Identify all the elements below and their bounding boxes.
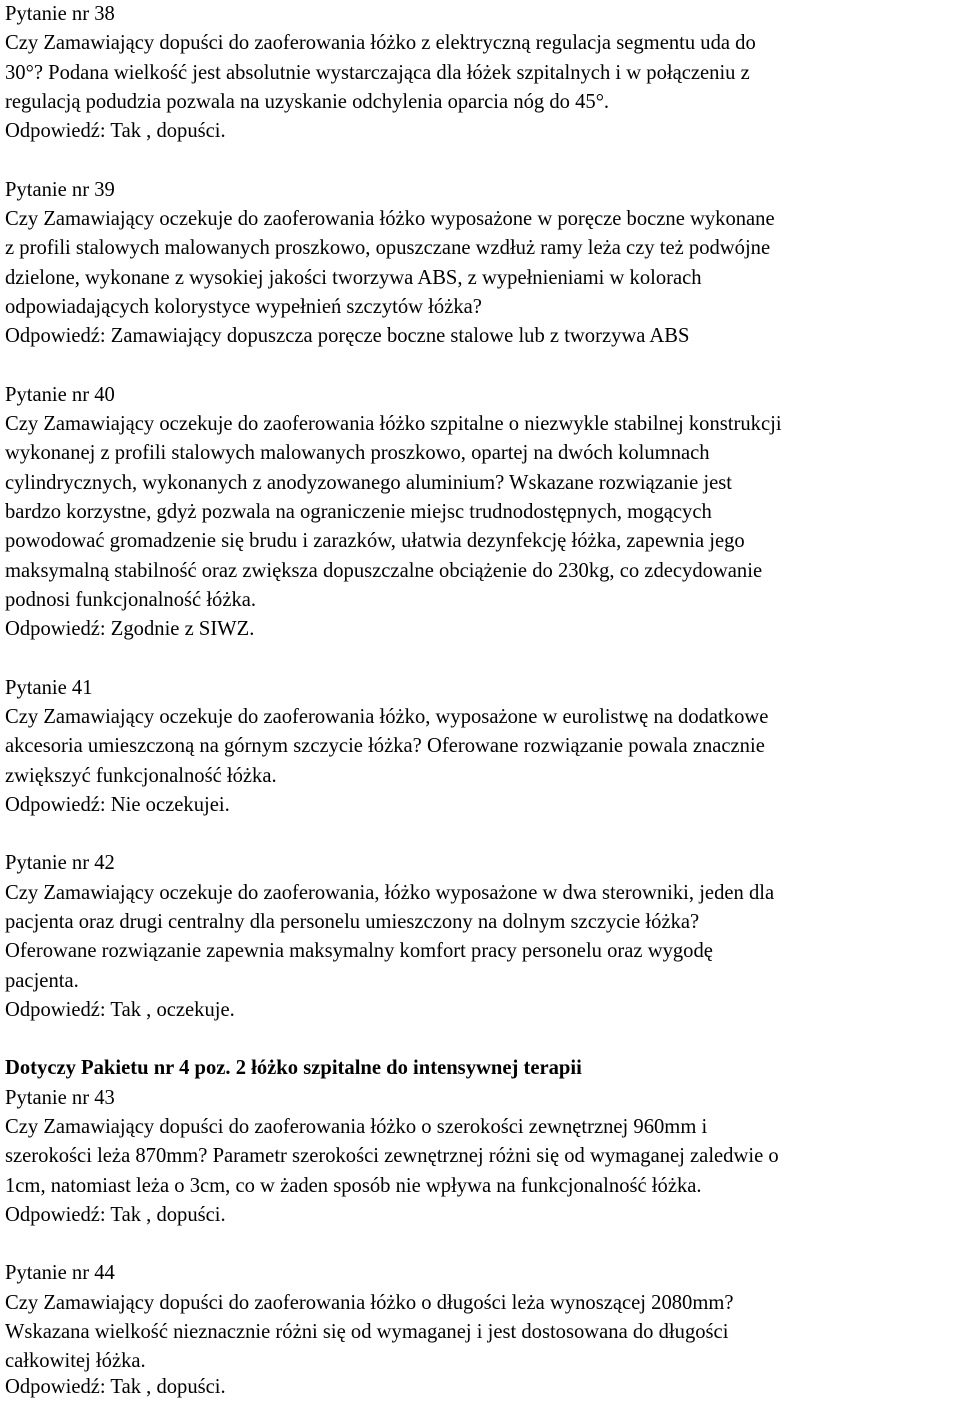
section-heading: Dotyczy Pakietu nr 4 poz. 2 łóżko szpitalne do intensywnej terapii: [5, 1057, 582, 1079]
answer-text: Odpowiedź: Tak , dopuści.: [5, 120, 226, 142]
question-text-line: Czy Zamawiający dopuści do zaoferowania łóżko z elektryczną regulacja segmentu uda do: [5, 32, 756, 54]
question-text-line: Czy Zamawiający dopuści do zaoferowania łóżko o długości leża wynoszącej 2080mm?: [5, 1292, 734, 1314]
question-text-line: szerokości leża 870mm? Parametr szerokości zewnętrznej różni się od wymaganej zaledwie o: [5, 1145, 779, 1167]
answer-text: Odpowiedź: Zgodnie z SIWZ.: [5, 618, 255, 640]
answer-text: Odpowiedź: Zamawiający dopuszcza poręcze boczne stalowe lub z tworzywa ABS: [5, 325, 690, 347]
question-text-line: Wskazana wielkość nieznacznie różni się od wymaganej i jest dostosowana do długości: [5, 1321, 729, 1343]
question-title: Pytanie nr 38: [5, 3, 115, 25]
answer-text: Odpowiedź: Tak , dopuści.: [5, 1376, 226, 1398]
question-title: Pytanie nr 43: [5, 1087, 115, 1109]
question-text-line: całkowitej łóżka.: [5, 1350, 146, 1372]
question-text-line: podnosi funkcjonalność łóżka.: [5, 589, 257, 611]
answer-text: Odpowiedź: Nie oczekujei.: [5, 794, 230, 816]
question-text-line: pacjenta.: [5, 970, 79, 992]
question-text-line: 1cm, natomiast leża o 3cm, co w żaden sposób nie wpływa na funkcjonalność łóżka.: [5, 1175, 702, 1197]
question-text-line: maksymalną stabilność oraz zwiększa dopuszczalne obciążenie do 230kg, co zdecydowanie: [5, 560, 763, 582]
question-title: Pytanie nr 39: [5, 179, 115, 201]
question-text-line: Czy Zamawiający oczekuje do zaoferowania, łóżko wyposażone w dwa sterowniki, jeden dla: [5, 882, 775, 904]
question-text-line: regulacją podudzia pozwala na uzyskanie odchylenia oparcia nóg do 45°.: [5, 91, 610, 113]
question-title: Pytanie 41: [5, 677, 93, 699]
question-text-line: Oferowane rozwiązanie zapewnia maksymalny komfort pracy personelu oraz wygodę: [5, 940, 713, 962]
question-text-line: dzielone, wykonane z wysokiej jakości tworzywa ABS, z wypełnieniami w kolorach: [5, 267, 702, 289]
question-text-line: powodować gromadzenie się brudu i zarazków, ułatwia dezynfekcję łóżka, zapewnia jego: [5, 530, 745, 552]
question-text-line: odpowiadających kolorystyce wypełnień szczytów łóżka?: [5, 296, 482, 318]
question-text-line: Czy Zamawiający oczekuje do zaoferowania łóżko szpitalne o niezwykle stabilnej konstrukcji: [5, 413, 782, 435]
question-text-line: Czy Zamawiający oczekuje do zaoferowania łóżko wyposażone w poręcze boczne wykonane: [5, 208, 775, 230]
question-text-line: bardzo korzystne, gdyż pozwala na ograniczenie miejsc trudnodostępnych, mogących: [5, 501, 712, 523]
question-title: Pytanie nr 42: [5, 852, 115, 874]
question-title: Pytanie nr 40: [5, 384, 115, 406]
question-text-line: zwiększyć funkcjonalność łóżka.: [5, 765, 277, 787]
question-title: Pytanie nr 44: [5, 1262, 115, 1284]
question-text-line: 30°? Podana wielkość jest absolutnie wystarczająca dla łóżek szpitalnych i w połączeniu z: [5, 62, 750, 84]
answer-text: Odpowiedź: Tak , oczekuje.: [5, 999, 235, 1021]
answer-text: Odpowiedź: Tak , dopuści.: [5, 1204, 226, 1226]
question-text-line: Czy Zamawiający dopuści do zaoferowania łóżko o szerokości zewnętrznej 960mm i: [5, 1116, 708, 1138]
question-text-line: z profili stalowych malowanych proszkowo, opuszczane wzdłuż ramy leża czy też podwójne: [5, 237, 771, 259]
question-text-line: akcesoria umieszczoną na górnym szczycie łóżka? Oferowane rozwiązanie powala znacznie: [5, 735, 765, 757]
question-text-line: cylindrycznych, wykonanych z anodyzowanego aluminium? Wskazane rozwiązanie jest: [5, 472, 732, 494]
question-text-line: pacjenta oraz drugi centralny dla personelu umieszczony na dolnym szczycie łóżka?: [5, 911, 700, 933]
question-text-line: wykonanej z profili stalowych malowanych proszkowo, opartej na dwóch kolumnach: [5, 442, 710, 464]
question-text-line: Czy Zamawiający oczekuje do zaoferowania łóżko, wyposażone w eurolistwę na dodatkowe: [5, 706, 769, 728]
